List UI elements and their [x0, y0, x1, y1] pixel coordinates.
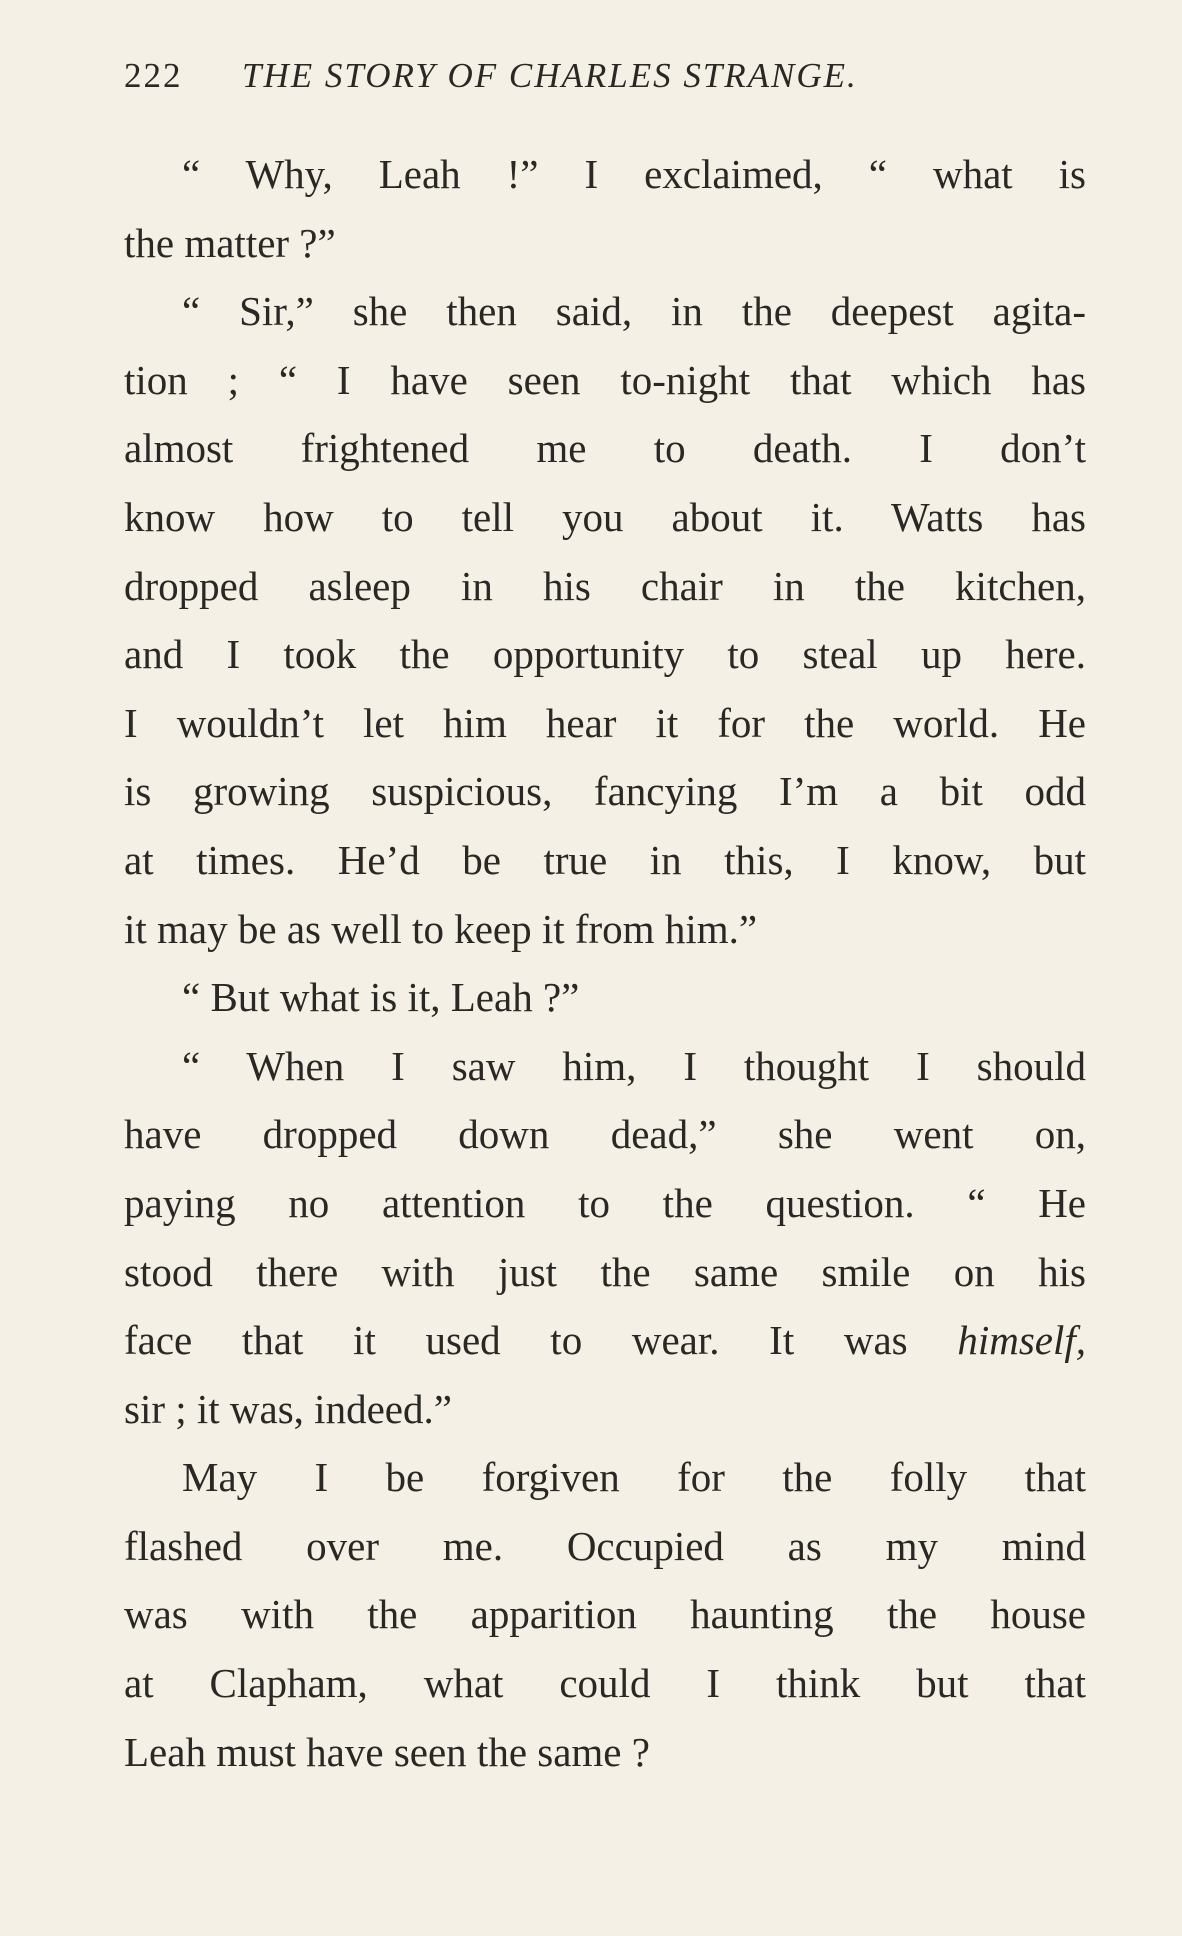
page-number: 222 — [124, 56, 183, 95]
text-line: at times. He’d be true in this, I know, but — [124, 836, 1086, 883]
text-line: Leah must have seen the same ? — [124, 1728, 650, 1775]
body-text — [124, 140, 1086, 1786]
italic-word: himself, — [957, 1317, 1086, 1364]
text-line: at Clapham, what could I think but that — [124, 1660, 1086, 1707]
text-line: stood there with just the same smile on his — [124, 1248, 1086, 1295]
text-segment: face that it used to wear. It was — [124, 1317, 908, 1364]
text-line: I wouldn’t let him hear it for the world. He — [124, 699, 1086, 746]
text-line-with-italic — [124, 1306, 1086, 1375]
text-line: and I took the opportunity to steal up here. — [124, 631, 1086, 678]
text-line: “ Why, Leah !” I exclaimed, “ what is — [182, 151, 1086, 197]
text-line: “ But what is it, Leah ?” — [182, 974, 580, 1021]
running-title: THE STORY OF CHARLES STRANGE. — [242, 56, 858, 95]
text-line: tion ; “ I have seen to-night that which has — [124, 356, 1086, 403]
text-line: it may be as well to keep it from him.” — [124, 905, 758, 952]
text-line: paying no attention to the question. “ He — [124, 1179, 1086, 1226]
text-line: flashed over me. Occupied as my mind — [124, 1522, 1086, 1569]
text-line: is growing suspicious, fancying I’m a bit odd — [124, 768, 1086, 815]
text-line: May I be forgiven for the folly that — [182, 1454, 1086, 1501]
text-line: “ When I saw him, I thought I should — [182, 1042, 1086, 1089]
text-line: “ Sir,” she then said, in the deepest agita- — [182, 288, 1086, 335]
running-head — [124, 56, 1054, 100]
text-line: dropped asleep in his chair in the kitchen, — [124, 562, 1086, 609]
text-line: know how to tell you about it. Watts has — [124, 493, 1086, 540]
text-line: sir ; it was, indeed.” — [124, 1385, 452, 1432]
text-line: almost frightened me to death. I don’t — [124, 425, 1086, 472]
text-line: the matter ?” — [124, 219, 336, 266]
text-line: have dropped down dead,” she went on, — [124, 1111, 1086, 1158]
text-line: was with the apparition haunting the house — [124, 1591, 1086, 1638]
